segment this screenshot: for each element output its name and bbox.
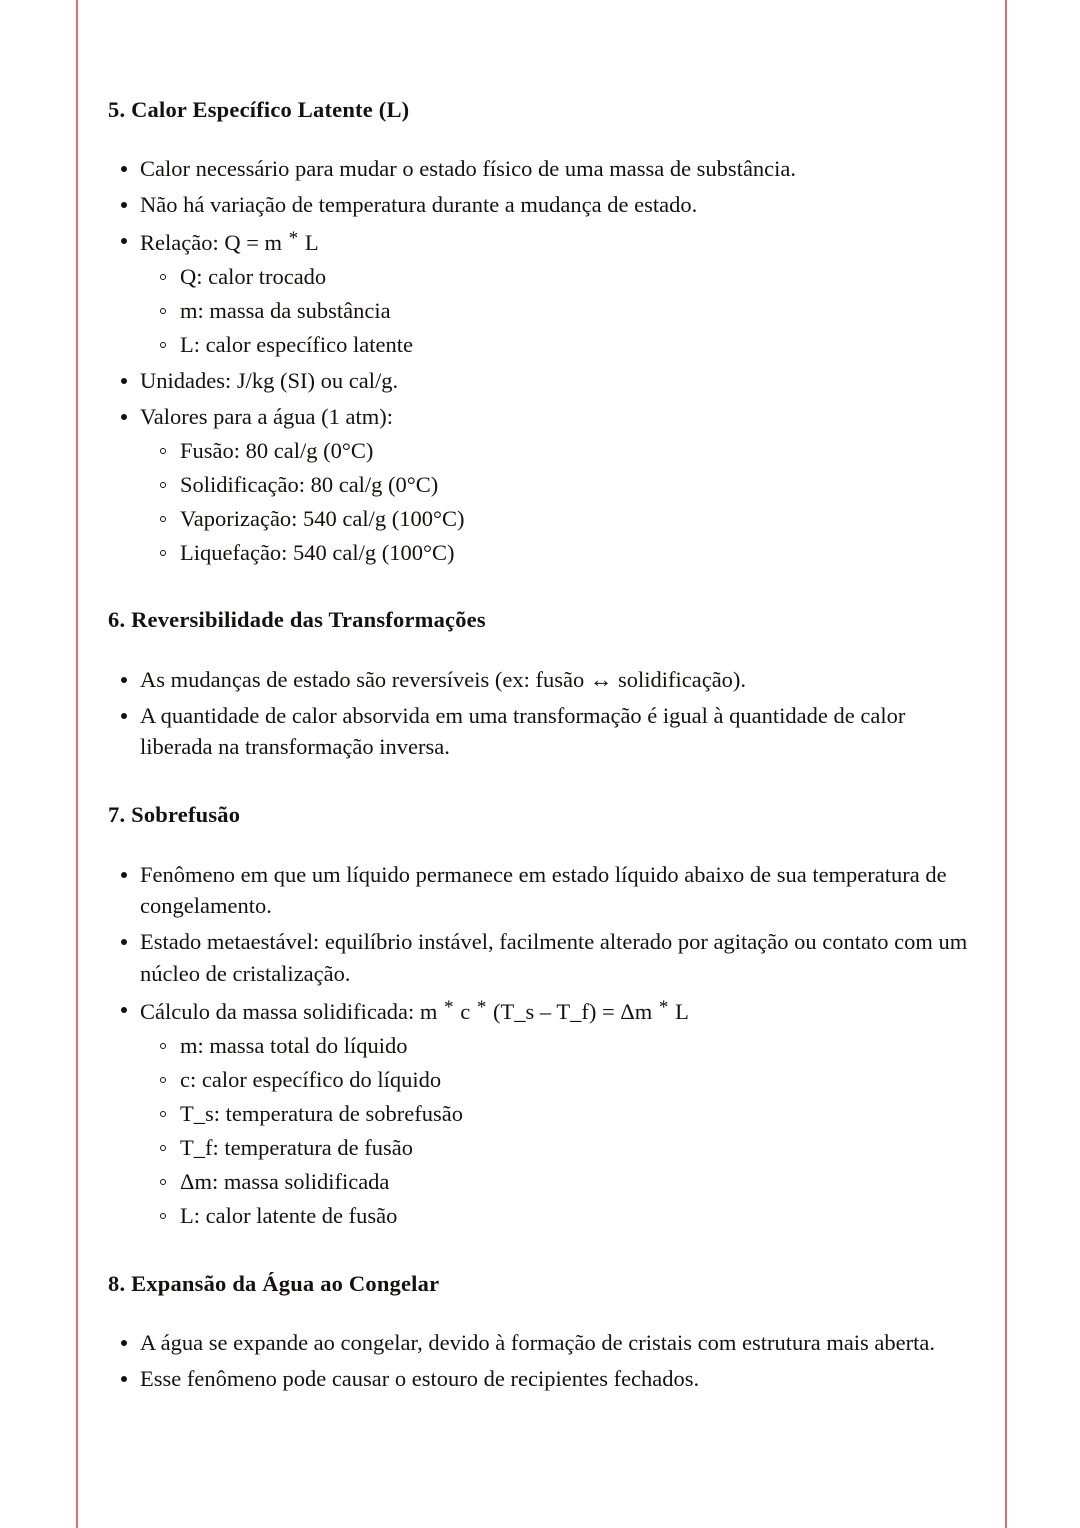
bullet-item bbox=[108, 700, 976, 764]
sub-bullet-item: T_f: temperatura de fusão bbox=[140, 1132, 976, 1164]
bullet-text: Não há variação de temperatura durante a mudança de estado. bbox=[140, 192, 698, 218]
sub-bullet-item: T_s: temperatura de sobrefusão bbox=[140, 1098, 976, 1130]
bullet-text: A quantidade de calor absorvida em uma transformação é igual à quantidade de calor liberada na transformação inversa. bbox=[140, 702, 906, 760]
sub-bullet-list bbox=[140, 261, 976, 361]
bullet-item bbox=[108, 153, 976, 185]
bullet-text: Calor necessário para mudar o estado físico de uma massa de substância. bbox=[140, 156, 797, 182]
bullet-text: Estado metaestável: equilíbrio instável, facilmente alterado por agitação ou contato com um núcleo de cristalização. bbox=[140, 929, 968, 987]
bullet-text: Relação: Q = m * L bbox=[140, 228, 319, 256]
bullet-item bbox=[108, 225, 976, 361]
bullet-item bbox=[108, 1327, 976, 1359]
bullet-list bbox=[108, 859, 976, 1232]
bullet-text: Unidades: J/kg (SI) ou cal/g. bbox=[140, 367, 399, 393]
sub-bullet-item: m: massa total do líquido bbox=[140, 1030, 976, 1062]
bullet-text: Esse fenômeno pode causar o estouro de recipientes fechados. bbox=[140, 1366, 700, 1392]
bullet-text: As mudanças de estado são reversíveis (ex: fusão ↔ solidificação). bbox=[140, 666, 747, 692]
bullet-item bbox=[108, 859, 976, 923]
sub-bullet-item: Δm: massa solidificada bbox=[140, 1166, 976, 1198]
bullet-text: Fenômeno em que um líquido permanece em estado líquido abaixo de sua temperatura de congelamento. bbox=[140, 861, 947, 919]
bullet-text: Valores para a água (1 atm): bbox=[140, 403, 394, 429]
sub-bullet-item: L: calor latente de fusão bbox=[140, 1200, 976, 1232]
sub-bullet-item: Vaporização: 540 cal/g (100°C) bbox=[140, 503, 976, 535]
document-section bbox=[108, 606, 976, 763]
bullet-list bbox=[108, 153, 976, 568]
sub-bullet-item: Solidificação: 80 cal/g (0°C) bbox=[140, 469, 976, 501]
sub-bullet-list bbox=[140, 435, 976, 569]
sub-bullet-item: Q: calor trocado bbox=[140, 261, 976, 293]
sub-bullet-item: c: calor específico do líquido bbox=[140, 1064, 976, 1096]
sub-bullet-item: L: calor específico latente bbox=[140, 329, 976, 361]
document-section bbox=[108, 96, 976, 568]
section-heading: 7. Sobrefusão bbox=[108, 802, 241, 828]
document-section bbox=[108, 1270, 976, 1395]
sub-bullet-list bbox=[140, 1030, 976, 1232]
asterisk-operator: * bbox=[658, 997, 669, 1019]
asterisk-operator: * bbox=[476, 997, 487, 1019]
document-content bbox=[108, 96, 976, 1399]
bullet-item bbox=[108, 664, 976, 696]
asterisk-operator: * bbox=[444, 997, 454, 1019]
bullet-item bbox=[108, 1363, 976, 1395]
bullet-list bbox=[108, 664, 976, 764]
bullet-list bbox=[108, 1327, 976, 1395]
sub-bullet-item: Fusão: 80 cal/g (0°C) bbox=[140, 435, 976, 467]
left-margin-rule bbox=[76, 0, 78, 1528]
document-section bbox=[108, 801, 976, 1232]
bullet-item bbox=[108, 994, 976, 1232]
section-heading: 8. Expansão da Água ao Congelar bbox=[108, 1270, 440, 1296]
right-margin-rule bbox=[1005, 0, 1007, 1528]
sub-bullet-item: Liquefação: 540 cal/g (100°C) bbox=[140, 537, 976, 569]
section-heading: 6. Reversibilidade das Transformações bbox=[108, 607, 486, 633]
bullet-item bbox=[108, 365, 976, 397]
bullet-text: A água se expande ao congelar, devido à formação de cristais com estrutura mais aberta. bbox=[140, 1330, 936, 1356]
bullet-item bbox=[108, 926, 976, 990]
bullet-text: Cálculo da massa solidificada: m * c * (T_s – T_f) = Δm * L bbox=[140, 997, 689, 1025]
asterisk-operator: * bbox=[288, 228, 299, 249]
sub-bullet-item: m: massa da substância bbox=[140, 295, 976, 327]
bullet-item bbox=[108, 401, 976, 569]
bullet-item bbox=[108, 189, 976, 221]
section-heading: 5. Calor Específico Latente (L) bbox=[108, 97, 410, 122]
